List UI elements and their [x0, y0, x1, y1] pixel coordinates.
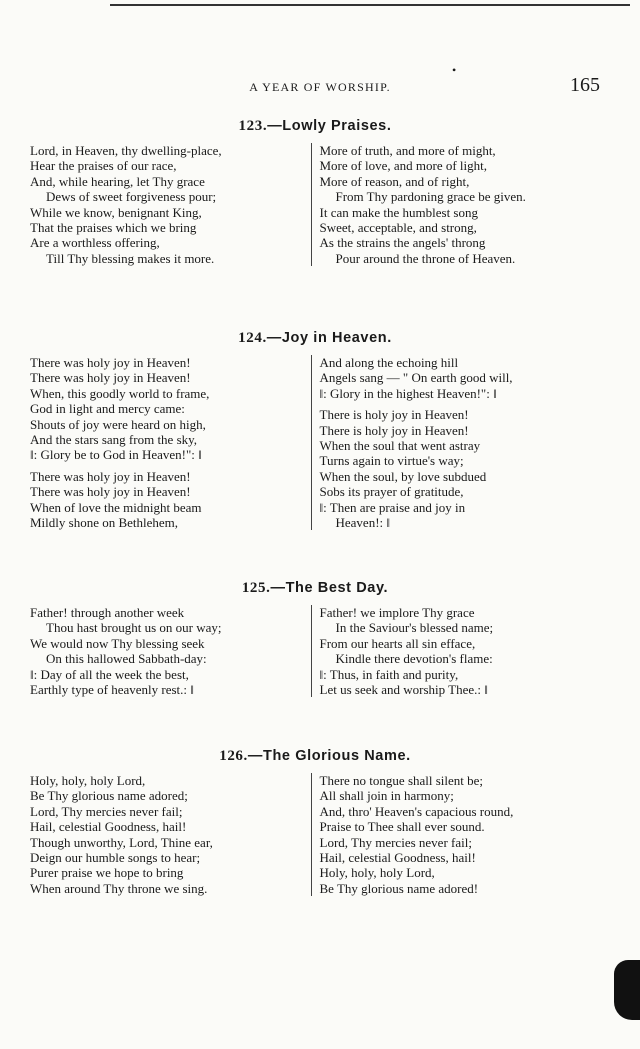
verse-line: Be Thy glorious name adored;	[30, 788, 188, 804]
verse-line: As the strains the angels' throng	[319, 235, 486, 251]
scan-edge-shadow	[614, 960, 640, 1020]
verse-line: All shall join in harmony;	[319, 788, 454, 804]
verse-line: Holy, holy, holy Lord,	[319, 865, 435, 881]
verse-line: More of reason, and of right,	[319, 173, 470, 189]
verse-line: That the praises which we bring	[30, 220, 197, 236]
verse-line: Pour around the throne of Heaven.	[335, 250, 516, 266]
verse-line: Deign our humble songs to hear;	[30, 850, 201, 866]
verse-line: Let us seek and worship Thee.: ‖	[319, 682, 488, 698]
left-column	[30, 605, 311, 697]
verse-line: And, while hearing, let Thy grace	[30, 173, 205, 189]
verse-line: There is holy joy in Heaven!	[319, 422, 469, 438]
verse-line: Lord, Thy mercies never fail;	[319, 834, 472, 850]
verse-line: Be Thy glorious name adored!	[319, 880, 479, 896]
verse-line: When, this goodly world to frame,	[30, 385, 210, 401]
verse-line: Purer praise we hope to bring	[30, 865, 184, 881]
verse-line: There was holy joy in Heaven!	[30, 370, 191, 386]
verse-line: More of love, and more of light,	[319, 158, 488, 174]
verse-line: Thou hast brought us on our way;	[46, 620, 222, 636]
verse-line: ‖: Then are praise and joy in	[319, 499, 466, 515]
hymn-number: 124.	[238, 330, 267, 346]
verse-line: Lord, in Heaven, thy dwelling-place,	[30, 143, 222, 158]
page-number: 165	[570, 74, 600, 96]
verse-line: Till Thy blessing makes it more.	[46, 250, 215, 266]
verse-line: Shouts of joy were heard on high,	[30, 416, 206, 432]
verse-line: When the soul that went astray	[319, 438, 481, 454]
hymn-123	[30, 118, 600, 266]
verse-line: From Thy pardoning grace be given.	[335, 189, 526, 205]
hymn-number: 123.	[238, 118, 268, 134]
verse-line: We would now Thy blessing seek	[30, 635, 205, 651]
verse-line: God in light and mercy came:	[30, 401, 185, 417]
verse-line: Turns again to virtue's way;	[319, 453, 464, 469]
verse-line: Are a worthless offering,	[30, 235, 160, 251]
verse-line: ‖: Thus, in faith and purity,	[319, 666, 459, 682]
verse-line: Father! we implore Thy grace	[319, 605, 475, 620]
hymn-title-text: —Lowly Praises.	[267, 118, 392, 134]
verse-line: Heaven!: ‖	[335, 515, 391, 531]
verse-line: There was holy joy in Heaven!	[30, 484, 191, 500]
hymn-126	[30, 748, 600, 896]
top-rule	[110, 4, 630, 6]
verse-line: Angels sang — " On earth good will,	[319, 370, 513, 386]
hymn-title-text: —The Best Day.	[270, 580, 389, 596]
hymn-124	[30, 330, 600, 530]
hymn-title	[30, 580, 600, 597]
running-head: A YEAR OF WORSHIP.	[249, 80, 391, 94]
hymn-title-text: —The Glorious Name.	[247, 748, 411, 764]
verse-line: And, thro' Heaven's capacious round,	[319, 803, 514, 819]
verse-line: Earthly type of heavenly rest.: ‖	[30, 682, 194, 698]
verse-line: Praise to Thee shall ever sound.	[319, 819, 485, 835]
right-column	[311, 355, 601, 530]
verse-line: From our hearts all sin efface,	[319, 635, 476, 651]
hymn-number: 125.	[241, 580, 271, 596]
left-column	[30, 773, 311, 896]
verse-line: ‖: Day of all the week the best,	[30, 666, 189, 682]
right-column	[311, 605, 601, 697]
verse-line: While we know, benignant King,	[30, 204, 202, 220]
verse-line: Lord, Thy mercies never fail;	[30, 803, 183, 819]
verse-line: Mildly shone on Bethlehem,	[30, 515, 179, 531]
verse-line: There no tongue shall silent be;	[319, 773, 484, 788]
verse-line: There is holy joy in Heaven!	[319, 407, 469, 423]
verse-line: When the soul, by love subdued	[319, 468, 487, 484]
left-column	[30, 143, 311, 266]
verse-line: When of love the midnight beam	[30, 499, 202, 515]
hymn-title	[30, 118, 600, 135]
verse-line: In the Saviour's blessed name;	[335, 620, 494, 636]
verse-line: There was holy joy in Heaven!	[30, 355, 191, 370]
hymn-number: 126.	[219, 748, 248, 764]
right-column	[311, 143, 601, 266]
left-column	[30, 355, 311, 530]
hymn-125	[30, 580, 600, 697]
verse-line: There was holy joy in Heaven!	[30, 468, 191, 484]
verse-line: Sweet, acceptable, and strong,	[319, 220, 477, 236]
verse-line: Though unworthy, Lord, Thine ear,	[30, 834, 213, 850]
verse-line: Holy, holy, holy Lord,	[30, 773, 146, 788]
verse-line: ‖: Glory in the highest Heaven!": ‖	[319, 385, 497, 401]
verse-line: Hail, celestial Goodness, hail!	[30, 819, 187, 835]
verse-line: More of truth, and more of might,	[319, 143, 496, 158]
verse-line: On this hallowed Sabbath-day:	[46, 651, 207, 667]
hymn-title	[30, 748, 600, 765]
verse-line: When around Thy throne we sing.	[30, 880, 208, 896]
verse-line: Sobs its prayer of gratitude,	[319, 484, 464, 500]
verse-line: Kindle there devotion's flame:	[335, 651, 493, 667]
verse-line: Dews of sweet forgiveness pour;	[46, 189, 217, 205]
hymn-title-text: —Joy in Heaven.	[266, 330, 392, 346]
verse-line: Father! through another week	[30, 605, 185, 620]
verse-line: And along the echoing hill	[319, 355, 459, 370]
hymn-title	[30, 330, 600, 347]
verse-line: ‖: Glory be to God in Heaven!": ‖	[30, 447, 202, 463]
verse-line: And the stars sang from the sky,	[30, 432, 198, 448]
verse-line: Hail, celestial Goodness, hail!	[319, 850, 476, 866]
verse-line: Hear the praises of our race,	[30, 158, 177, 174]
verse-line: It can make the humblest song	[319, 204, 478, 220]
right-column	[311, 773, 601, 896]
ink-dot: •	[452, 63, 457, 77]
